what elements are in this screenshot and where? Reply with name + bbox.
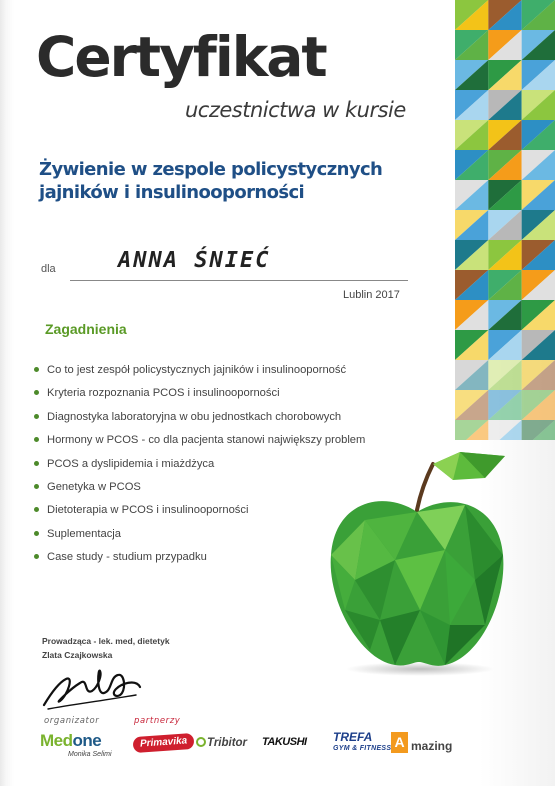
lecturer-name: Zlata Czajkowska [42,650,113,660]
trefa-text: TREFA [333,730,373,744]
name-underline [70,280,408,281]
topic-text: Dietoterapia w PCOS i insulinooporności [47,504,249,517]
list-item [34,362,365,385]
topic-text: Case study - studium przypadku [47,551,207,564]
list-item [34,409,365,432]
organizer-label: organizator [44,716,100,726]
list-item [34,479,365,502]
for-label: dla [41,263,56,275]
topics-heading: Zagadnienia [45,321,127,337]
recipient-name: ANNA ŚNIEĆ [118,248,271,273]
bullet-icon [34,484,39,489]
list-item [34,432,365,455]
place-date: Lublin 2017 [343,289,400,301]
lecturer-info [42,634,170,662]
topic-text: Suplementacja [47,527,122,540]
trefa-subtext: GYM & FITNESS [333,745,392,752]
topic-text: Diagnostyka laboratoryjna w obu jednostkach chorobowych [47,410,342,423]
topics-list [34,362,365,573]
bullet-icon [34,461,39,466]
bullet-icon [34,531,39,536]
course-title [39,158,439,204]
certificate-subtitle: uczestnictwa w kursie [185,98,406,122]
primavika-logo: Primavika [133,733,195,753]
list-item [34,502,365,525]
lecturer-title: Prowadząca - lek. med, dietetyk [42,636,170,646]
handwritten-signature [40,665,150,715]
bullet-icon [34,414,39,419]
course-title-line: jajników i insulinooporności [39,182,305,203]
medone-logo [40,731,101,751]
trefa-logo [333,732,391,754]
certificate-title: Certyfikat [36,25,326,89]
triangle-mosaic-icon [455,0,555,440]
takushi-logo: TAKUSHI [262,736,307,748]
topic-text: PCOS a dyslipidemia i miażdżyca [47,457,215,470]
amazing-logo-mark: A [391,732,408,753]
tribitor-logo [196,737,247,749]
list-item [34,526,365,549]
list-item [34,456,365,479]
medone-logo-part: Med [40,731,73,750]
topic-text: Hormony w PCOS - co dla pacjenta stanowi największy problem [47,434,366,447]
tribitor-text: Tribitor [207,737,248,749]
medone-logo-part: one [72,731,102,750]
bullet-icon [34,507,39,512]
tribitor-mark-icon [196,737,206,747]
bullet-icon [34,390,39,395]
topic-text: Kryteria rozpoznania PCOS i insulinooporności [47,387,280,400]
bullet-icon [34,367,39,372]
list-item [34,385,365,408]
amazing-logo-text: mazing [411,739,453,753]
medone-subtext: Monika Selimi [68,751,112,758]
course-title-line: Żywienie w zespole policystycznych [39,159,383,180]
partners-label: partnerzy [134,716,181,726]
topic-text: Genetyka w PCOS [47,480,141,493]
topic-text: Co to jest zespół policystycznych jajników i insulinooporność [47,364,347,376]
bullet-icon [34,554,39,559]
bullet-icon [34,437,39,442]
list-item [34,549,365,572]
